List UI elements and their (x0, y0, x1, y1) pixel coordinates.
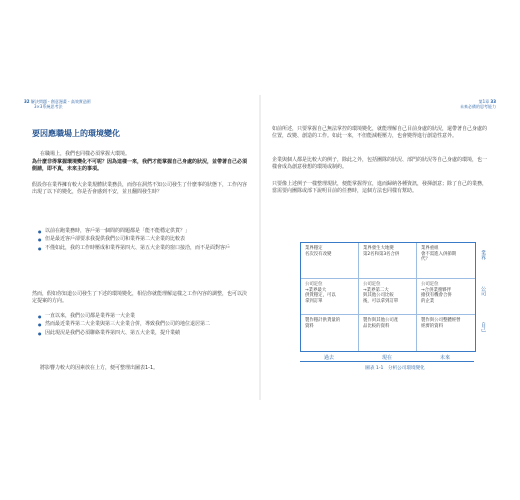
timeline-axis (300, 361, 474, 362)
chapter-label: 第1章 (478, 99, 490, 104)
right-page (260, 95, 500, 400)
section-title: 要因應職場上的環境變化 (32, 129, 120, 138)
paragraph-bold: 為什麼非得掌握環境變化不可呢？因為這樣一來，我們才能掌握自己身處的狀況，並帶著自己必須側請，即不真，未來主的事項。 (32, 159, 248, 173)
environment-matrix-figure (300, 242, 490, 371)
paragraph: 將影響力較大的因素放在上方，便可整理出圖表1-1。 (40, 365, 159, 371)
list-item: ● 然而最近業界第二大企業與第三大企業合併，導致我們公司的地位退居第二 (38, 321, 248, 328)
list-item: ● 一直以來，我們公司都是業界第一大企業 (38, 313, 248, 320)
column-label-present: 現在 (381, 355, 392, 361)
left-page (20, 95, 260, 400)
cell-text: 業界重組 會不需進入併節期 代？ (421, 246, 457, 263)
page-number: 33 (490, 99, 496, 104)
paragraph: 然而，假如你知道公司發生了下述的環境變化，相信你就能理解這樣之工作內容的調整，也可以決定提案的方向。 (32, 291, 248, 305)
cell-text: 業界發生大地變 第2名和第3名合併 (363, 246, 400, 257)
matrix-cell (417, 243, 475, 279)
matrix-cell (417, 279, 475, 315)
cell-text: 製作與其他公司產 品比較的資料 (363, 318, 399, 329)
bullet-list-2 (38, 313, 248, 338)
matrix-grid (300, 242, 476, 352)
paragraph: 假設你在業界擁有較大企業規體狀業務員，而你在洞然不知公司發生了什麼事的狀態下，工作內容出現了以下的變化，你是否會感到不安，並且翻問發生時？ (32, 182, 248, 196)
book-title: 解決問題・創意漫畫・高效實造術 (30, 99, 91, 104)
figure-caption: 圖表 1-1 分析公司環境變化 (365, 366, 425, 371)
cell-text: 業界穩定 名次沒有改變 (305, 246, 332, 257)
paragraph: 企業與個人都是比較大的例子，除此之外，包括團隊的狀況、部門的狀況等自己身處的環境，也一樣會成為創意發想的環境或制約。 (272, 157, 488, 171)
matrix-cell (301, 315, 359, 351)
matrix-cell (359, 279, 417, 315)
row-label-company: 公司 (480, 286, 486, 296)
matrix-cell (301, 279, 359, 315)
matrix-cell (359, 315, 417, 351)
cell-text: 公司定位 →業界最大 供貨穩定，可以 拿到訂單 (305, 282, 336, 304)
matrix-cell (359, 243, 417, 279)
list-item: ● 以前在跑業務時，客戶第一個問的問題都是「能不能穩定供貨？」 (38, 228, 248, 235)
cell-text: 公司定位 →業界第二大 與其他公司比較 後，可以拿到訂單 (363, 282, 399, 304)
column-label-future: 未來 (439, 355, 450, 361)
paragraph: 如前所述，只要掌握自己無法掌控的環境變化，就能理解自己目前身處的狀況，還帶著自己身處的位置，改變、創造的工作。如此一來，不但能減輕壓力，也會變得進行創造性意外。 (272, 126, 488, 140)
book-spread (20, 95, 500, 400)
list-item: ● 但是最近客戶卻要求我提供我們公司和業界第二大企業的比較表 (38, 236, 248, 243)
chapter-name: 3×3系統思考法 (34, 104, 63, 109)
chapter-title: 未來必備的思考能力 (460, 104, 496, 109)
paragraph: 只要像上述例子一樣整理現狀，便能掌握得宜，進而歸納各種資訊，發揮創意；除了自己的業務，當需要向團隊或部下說明目前的任務時，這個方法也同樣有幫助。 (272, 181, 488, 195)
right-page-header (460, 99, 496, 109)
cell-text: 製作穩計供貨量的 資料 (305, 318, 341, 329)
cell-text: 製作與公司整體經營 經濟的資料 (421, 318, 461, 329)
list-item: ● 因此現況是我們必須聯絡業界第四大、第五大企業，提升業績 (38, 330, 248, 337)
left-page-header (24, 99, 91, 109)
cell-text: 公司定位 →合併業務夥伴 搶找有機會合併 的企業 (421, 282, 452, 304)
bullet-list-1 (38, 228, 248, 253)
row-label-self: 自己 (480, 322, 486, 332)
paragraph: 在職場上，我們也同樣必須掌握大環境。 (40, 151, 131, 157)
matrix-cell (417, 315, 475, 351)
column-label-past: 過去 (323, 355, 334, 361)
matrix-cell (301, 243, 359, 279)
page-number: 32 (24, 99, 30, 104)
row-label-industry: 業界 (480, 250, 486, 260)
list-item: ● 不僅如此，我的工作時壓成和業界第四大、第五大企業的窗口接洽，而不是面對客戶 (38, 245, 248, 252)
